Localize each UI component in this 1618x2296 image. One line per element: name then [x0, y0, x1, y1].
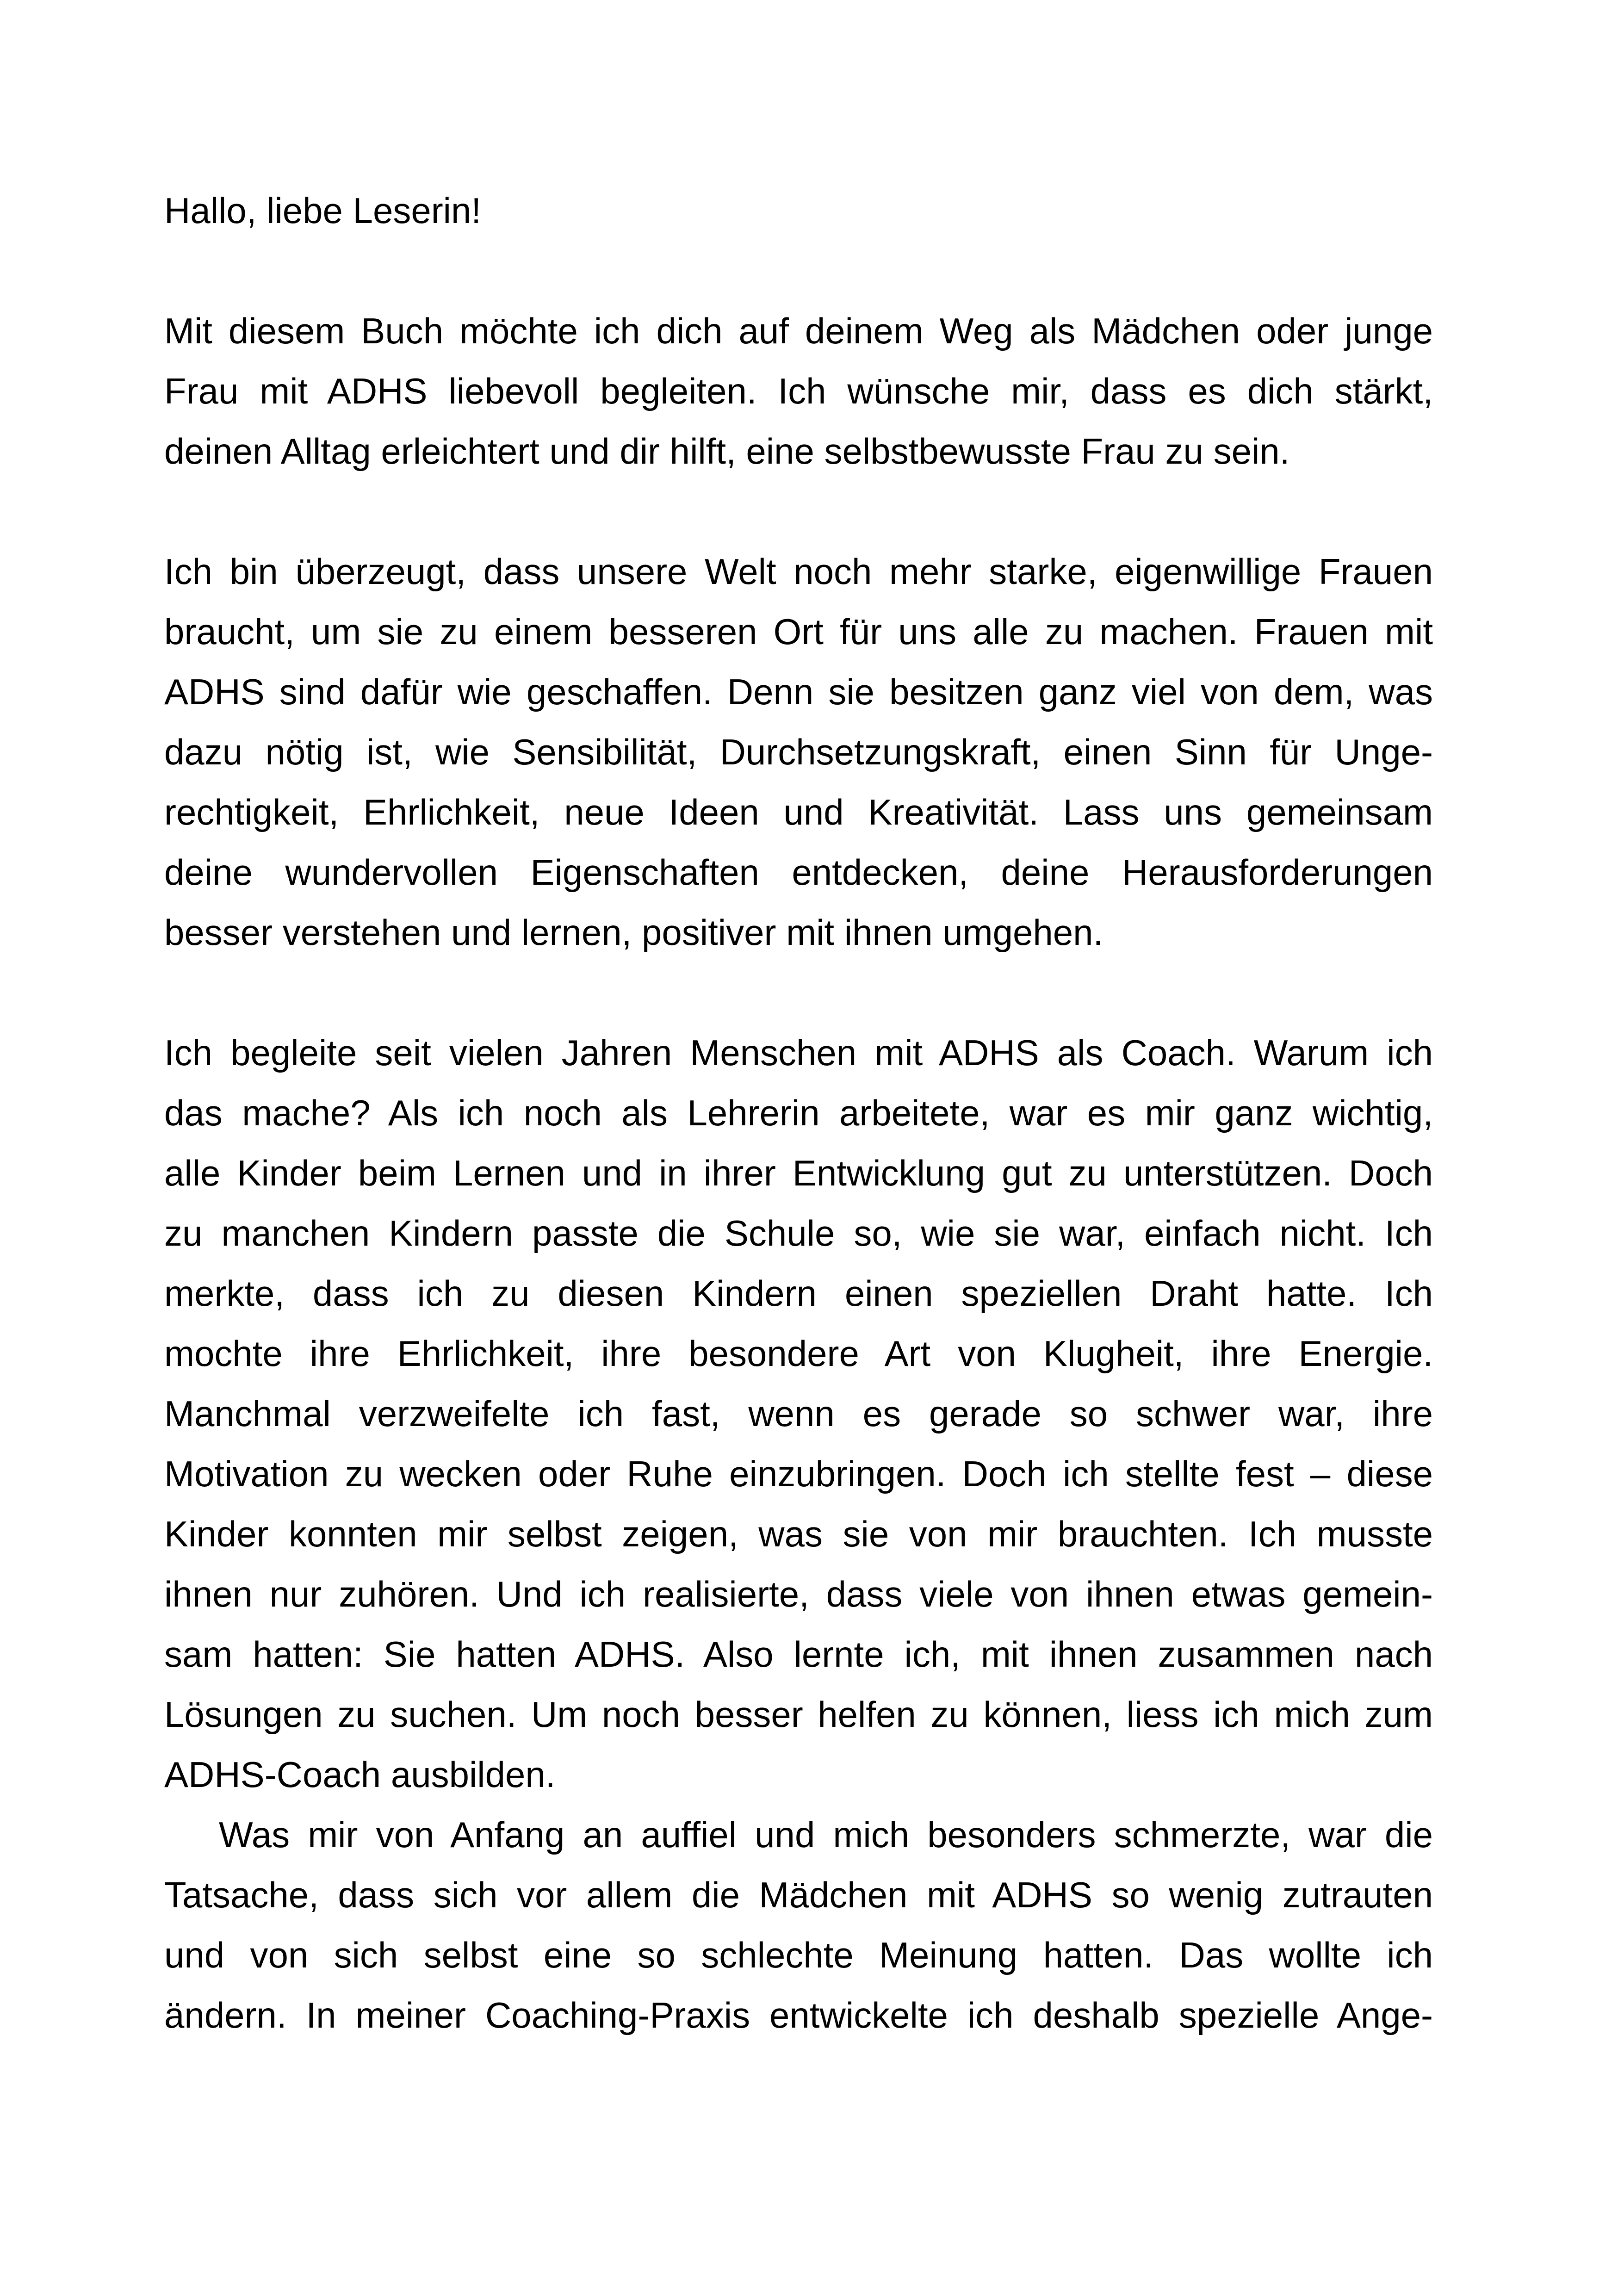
paragraph — [164, 1023, 1433, 1805]
text-line: Frau mit ADHS liebevoll begleiten. Ich wünsche mir, dass es dich stärkt, — [164, 371, 1433, 411]
text-line: das mache? Als ich noch als Lehrerin arbeitete, war es mir ganz wichtig, — [164, 1092, 1433, 1133]
text-line: rechtigkeit, Ehrlichkeit, neue Ideen und Kreativität. Lass uns gemeinsam — [164, 792, 1433, 832]
text-line: ändern. In meiner Coaching-Praxis entwickelte ich deshalb spezielle Ange- — [164, 1995, 1433, 2035]
text-line: Mit diesem Buch möchte ich dich auf deinem Weg als Mädchen oder junge — [164, 310, 1433, 351]
text-line: deinen Alltag erleichtert und dir hilft, eine selbstbewusste Frau zu sein. — [164, 431, 1290, 472]
text-line: ihnen nur zuhören. Und ich realisierte, dass viele von ihnen etwas gemein- — [164, 1574, 1433, 1614]
text-line: und von sich selbst eine so schlechte Meinung hatten. Das wollte ich — [164, 1935, 1433, 1975]
text-body — [164, 180, 1433, 2045]
text-line: ADHS-Coach ausbilden. — [164, 1754, 556, 1795]
text-line: Hallo, liebe Leserin! — [164, 190, 482, 231]
paragraph — [164, 180, 1433, 241]
text-line: Ich begleite seit vielen Jahren Menschen mit ADHS als Coach. Warum ich — [164, 1032, 1433, 1073]
text-line: alle Kinder beim Lernen und in ihrer Entwicklung gut zu unterstützen. Doch — [164, 1153, 1433, 1193]
text-line: Motivation zu wecken oder Ruhe einzubringen. Doch ich stellte fest – diese — [164, 1453, 1433, 1494]
text-line: Kinder konnten mir selbst zeigen, was sie von mir brauchten. Ich musste — [164, 1514, 1433, 1554]
text-line: zu manchen Kindern passte die Schule so, wie sie war, einfach nicht. Ich — [164, 1213, 1433, 1253]
text-line: mochte ihre Ehrlichkeit, ihre besondere Art von Klugheit, ihre Energie. — [164, 1333, 1433, 1374]
text-line: besser verstehen und lernen, positiver mit ihnen umgehen. — [164, 912, 1103, 953]
text-line: Manchmal verzweifelte ich fast, wenn es gerade so schwer war, ihre — [164, 1393, 1433, 1434]
text-line: sam hatten: Sie hatten ADHS. Also lernte ich, mit ihnen zusammen nach — [164, 1634, 1433, 1675]
text-line: merkte, dass ich zu diesen Kindern einen speziellen Draht hatte. Ich — [164, 1273, 1433, 1314]
paragraph — [164, 301, 1433, 481]
text-line: ADHS sind dafür wie geschaffen. Denn sie besitzen ganz viel von dem, was — [164, 671, 1433, 712]
paragraph — [164, 541, 1433, 962]
text-line: Tatsache, dass sich vor allem die Mädchen mit ADHS so wenig zutrauten — [164, 1874, 1433, 1915]
paragraph — [164, 1805, 1433, 2045]
text-line: braucht, um sie zu einem besseren Ort für uns alle zu machen. Frauen mit — [164, 611, 1433, 652]
text-line: dazu nötig ist, wie Sensibilität, Durchsetzungskraft, einen Sinn für Unge- — [164, 732, 1433, 772]
text-line: deine wundervollen Eigenschaften entdecken, deine Herausforderungen — [164, 852, 1433, 893]
text-line: Was mir von Anfang an auffiel und mich besonders schmerzte, war die — [219, 1814, 1433, 1855]
text-line: Ich bin überzeugt, dass unsere Welt noch mehr starke, eigenwillige Frauen — [164, 551, 1433, 592]
text-line: Lösungen zu suchen. Um noch besser helfen zu können, liess ich mich zum — [164, 1694, 1433, 1735]
